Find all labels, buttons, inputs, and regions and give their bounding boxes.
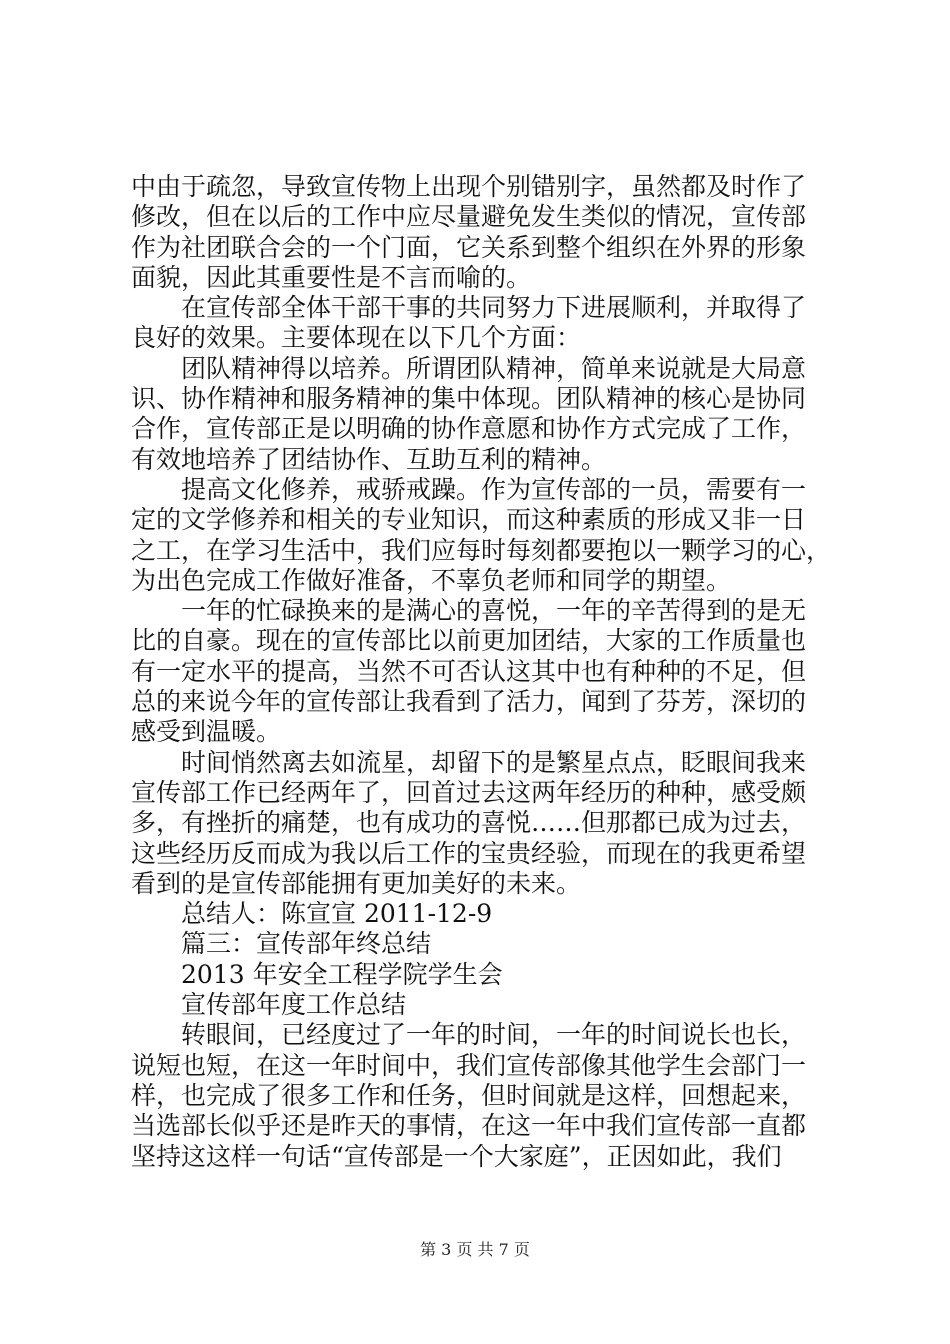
text-line: 在宣传部全体干部干事的共同努力下进展顺利，并取得了: [181, 293, 807, 323]
text-line: 篇三：宣传部年终总结: [181, 929, 432, 959]
text-line: 总的来说今年的宣传部让我看到了活力，闻到了芬芳，深切的: [131, 687, 807, 717]
text-line: 良好的效果。主要体现在以下几个方面：: [131, 323, 582, 353]
text-line: 有一定水平的提高，当然不可否认这其中也有种种的不足，但: [131, 656, 807, 686]
text-line: 样，也完成了很多工作和任务，但时间就是这样，回想起来，: [131, 1080, 807, 1110]
text-line: 提高文化修养，戒骄戒躁。作为宣传部的一员，需要有一: [181, 474, 807, 504]
text-line: 中由于疏忽，导致宣传物上出现个别错别字，虽然都及时作了: [131, 172, 807, 201]
text-line: 说短也短，在这一年时间中，我们宣传部像其他学生会部门一: [131, 1050, 807, 1080]
page-number-footer: 第 3 页 共 7 页: [420, 1240, 530, 1259]
text-line: 时间悄然离去如流星，却留下的是繁星点点，眨眼间我来: [181, 747, 807, 777]
text-line: 团队精神得以培养。所谓团队精神，简单来说就是大局意: [181, 353, 807, 383]
text-line: 一年的忙碌换来的是满心的喜悦，一年的辛苦得到的是无: [181, 596, 807, 626]
text-line: 宣传部年度工作总结: [181, 990, 407, 1020]
document-body: [131, 172, 831, 1172]
text-line: 为出色完成工作做好准备，不辜负老师和同学的期望。: [131, 565, 732, 595]
text-line: 比的自豪。现在的宣传部比以前更加团结，大家的工作质量也: [131, 626, 807, 656]
text-line: 有效地培养了团结协作、互助互利的精神。: [131, 444, 607, 474]
text-line: 面貌，因此其重要性是不言而喻的。: [131, 262, 532, 292]
text-line: 定的文学修养和相关的专业知识，而这种素质的形成又非一日: [131, 505, 807, 535]
text-line: 之工，在学习生活中，我们应每时每刻都要抱以一颗学习的心，: [131, 535, 831, 565]
text-line: 这些经历反而成为我以后工作的宝贵经验，而现在的我更希望: [131, 838, 807, 868]
text-line: 转眼间，已经度过了一年的时间，一年的时间说长也长，: [181, 1020, 807, 1050]
text-line: 宣传部工作已经两年了，回首过去这两年经历的种种，感受颇: [131, 777, 807, 807]
text-line: 识、协作精神和服务精神的集中体现。团队精神的核心是协同: [131, 384, 807, 414]
text-line: 当选部长似乎还是昨天的事情，在这一年中我们宣传部一直都: [131, 1111, 807, 1141]
text-line: 作为社团联合会的一个门面，它关系到整个组织在外界的形象: [131, 232, 807, 262]
text-line: 看到的是宣传部能拥有更加美好的未来。: [131, 868, 582, 898]
text-line: 总结人：陈宣宣 2011-12-9: [181, 899, 493, 929]
text-line: 坚持这这样一句话“宣传部是一个大家庭”，正因如此，我们: [131, 1141, 782, 1171]
text-line: 修改，但在以后的工作中应尽量避免发生类似的情况，宣传部: [131, 202, 807, 232]
text-line: 2013 年安全工程学院学生会: [181, 959, 503, 989]
text-line: 多，有挫折的痛楚，也有成功的喜悦……但那都已成为过去，: [131, 808, 807, 838]
text-line: 感受到温暖。: [131, 717, 282, 747]
text-line: 合作，宣传部正是以明确的协作意愿和协作方式完成了工作，: [131, 414, 807, 444]
